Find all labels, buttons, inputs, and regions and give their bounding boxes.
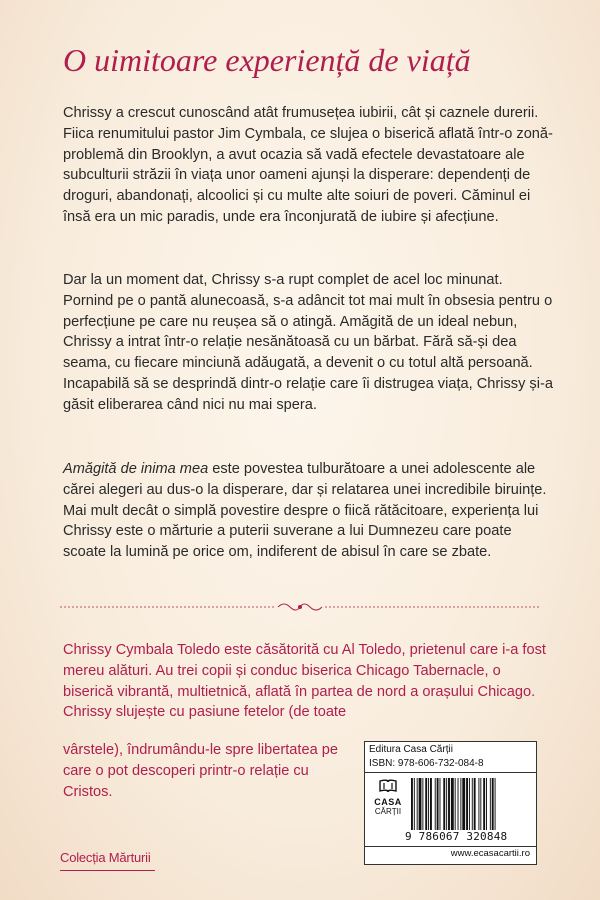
barcode-bar xyxy=(422,778,423,830)
barcode-bar xyxy=(495,778,496,830)
barcode-bar xyxy=(478,778,479,830)
barcode-bar xyxy=(437,778,439,830)
publisher-logo xyxy=(371,779,405,829)
barcode-bar xyxy=(443,778,445,830)
barcode-bar xyxy=(486,778,487,830)
barcode-bar xyxy=(472,778,473,830)
description-paragraph-3 xyxy=(63,459,555,563)
author-bio-continued: vârstele), îndrumându-le spre libertatea pe care o pot descoperi printr-o relație cu Cristos. xyxy=(63,742,338,800)
barcode-bar xyxy=(462,778,465,830)
back-cover-title: O uimitoare experiență de viață xyxy=(63,42,471,78)
barcode-bar xyxy=(455,778,456,830)
author-name: Chrissy Cymbala Toledo xyxy=(63,642,221,658)
barcode-bar xyxy=(440,778,441,830)
paragraph-3-text: este povestea tulburătoare a unei adolescente ale cărei alegeri au dus-o la disperare, dar și relatarea unei incredibile biruințe. Mai mult decât o simplă povestire despre o fiică rătăcitoare, experiența lui Chrissy este o mărturie a puterii suverane a lui Dumnezeu care poate scoate la lumină pe orice om, indiferent de abisul în care se zbate. xyxy=(63,461,547,561)
author-bio-text: este căsătorită cu Al Toledo, prietenul care i-a fost mereu alături. Au trei copii și conduc biserica Chicago Tabernacle, o biserică vibrantă, multietnică, aflată în partea de nord a orașului Chicago. Chrissy slujește cu pasiune fetelor (de toate xyxy=(63,642,546,721)
barcode-bar xyxy=(490,778,491,830)
barcode xyxy=(409,778,531,830)
logo-text-casa: CASA xyxy=(374,797,402,807)
barcode-bar xyxy=(451,778,454,830)
barcode-digits: 9 786067 320848 xyxy=(405,830,508,843)
barcode-bar xyxy=(446,778,447,830)
logo-text-cartii: CĂRȚII xyxy=(374,807,402,816)
barcode-bar xyxy=(425,778,427,830)
barcode-bar xyxy=(428,778,429,830)
description-paragraph-2: Dar la un moment dat, Chrissy s-a rupt complet de acel loc minunat. Pornind pe o pantă alunecoasă, s-a adâncit tot mai mult în obsesia pentru o perfecțiune pe care nu reușea să o atingă. Amăgită de un ideal nebun, Chrissy a intrat într-o relație nesănătoasă cu un bărbat. Fără să-și dea seama, cu fiecare minciună adăugată, a devenit o cu totul altă persoană. Incapabilă să se desprindă dintr-o relație care îi distrugea viața, Chrissy și-a găsit eliberarea când nici nu mai spera. xyxy=(63,272,553,413)
barcode-bar xyxy=(430,778,432,830)
box-divider-bottom xyxy=(365,846,536,847)
barcode-bar xyxy=(469,778,470,830)
barcode-bar xyxy=(460,778,461,830)
box-divider xyxy=(365,772,536,773)
barcode-bar xyxy=(474,778,476,830)
barcode-bar xyxy=(411,778,413,830)
description-paragraph-1: Chrissy a crescut cunoscând atât frumusețea iubirii, cât și caznele durerii. Fiica renumitului pastor Jim Cymbala, ce slujea o biserică aflată într-o zonă-problemă din Brooklyn, a avut ocazia să vadă efectele devastatoare ale subculturii străzii în viața unor oameni ajunși la disperare: dependenți de droguri, abandonați, alcoolici și cu multe alte soiuri de poveri. Căminul ei însă era un mic paradis, unde era înconjurată de iubire și afecțiune. xyxy=(63,105,553,225)
barcode-bar xyxy=(466,778,468,830)
barcode-bar xyxy=(448,778,450,830)
ornamental-divider xyxy=(60,600,540,614)
barcode-bar xyxy=(483,778,485,830)
book-title-italic: Amăgită de inima mea xyxy=(63,461,209,477)
publisher-name: Editura Casa Cărții xyxy=(369,744,453,755)
publisher-barcode-box xyxy=(364,741,537,865)
isbn-text: ISBN: 978-606-732-084-8 xyxy=(369,758,484,769)
collection-label: Colecția Mărturii xyxy=(60,850,151,865)
barcode-bar xyxy=(414,778,415,830)
barcode-bar xyxy=(417,778,418,830)
collection-underline xyxy=(60,870,155,871)
author-bio xyxy=(63,640,555,723)
publisher-website: www.ecasacartii.ro xyxy=(450,848,530,859)
barcode-bar xyxy=(492,778,494,830)
barcode-bar xyxy=(419,778,422,830)
barcode-bar xyxy=(435,778,436,830)
barcode-bar xyxy=(458,778,459,830)
barcode-bar xyxy=(480,778,481,830)
book-logo-icon xyxy=(378,779,398,793)
